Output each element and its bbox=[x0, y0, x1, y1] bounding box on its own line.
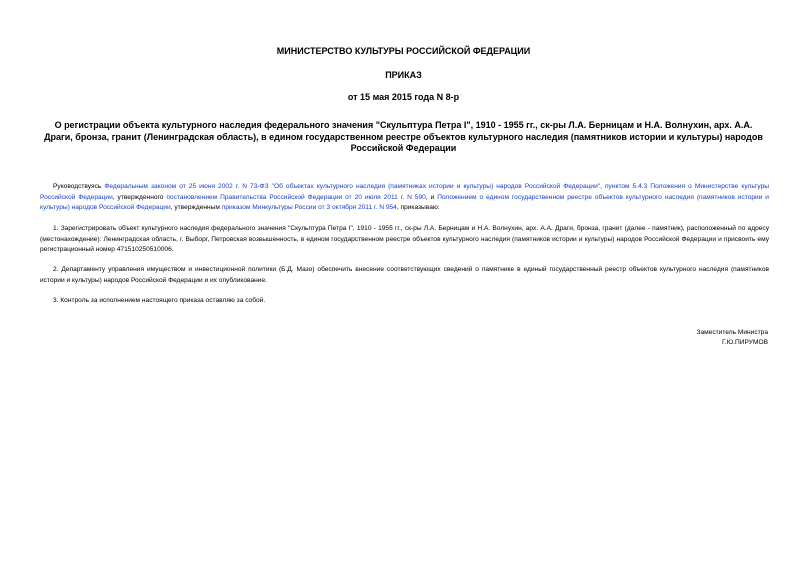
ministry-order-link[interactable]: приказом Минкультуры России от 3 октября 2011 г. N 954 bbox=[221, 204, 397, 211]
intro-text-4: , утвержденным bbox=[170, 204, 222, 211]
federal-law-link[interactable]: Федеральным законом от 25 июня 2002 г. N 73-ФЗ "Об объектах культурного наследия (памятниках истории и культуры) народов Российской Федерации", пунктом 5.4.3 Положения о Министерстве культуры Российской Федерации bbox=[40, 183, 769, 201]
signatory-title: Заместитель Министра bbox=[696, 329, 768, 336]
intro-paragraph bbox=[40, 182, 769, 214]
intro-text-2: , утвержденного bbox=[112, 193, 167, 201]
document-subject: О регистрации объекта культурного наследия федерального значения "Скульптура Петра I", 1910 - 1955 гг., ск-ры Л.А. Берницам и Н.А. Волнухин, арх. А.А. Драги, бронза, гранит (Ленинградская область), в едином государственном реестре объектов культурного наследия (памятников истории и культуры) народов Российской Федерации bbox=[44, 120, 763, 153]
order-item-2: 2. Департаменту управления имуществом и инвестиционной политики (Б.Д. Мазо) обеспечить внесение соответствующих сведений о памятнике в единый государственный реестр объектов культурного наследия (памятников истории и культуры) народов Российской Федерации и их опубликование. bbox=[40, 266, 769, 284]
date-number-heading: от 15 мая 2015 года N 8-р bbox=[347, 92, 460, 102]
order-item-3: 3. Контроль за исполнением настоящего приказа оставляю за собой. bbox=[53, 297, 266, 304]
ministry-heading: МИНИСТЕРСТВО КУЛЬТУРЫ РОССИЙСКОЙ ФЕДЕРАЦИИ bbox=[276, 46, 531, 56]
intro-text-1: Руководствуясь bbox=[53, 183, 105, 190]
signatory-name: Г.Ю.ПИРУМОВ bbox=[721, 339, 768, 346]
registry-regulation-link[interactable]: Положением о едином государственном реестре объектов культурного наследия (памятников истории и культуры) народов Российской Федерации bbox=[40, 193, 769, 211]
document-type-heading: ПРИКАЗ bbox=[385, 70, 422, 80]
order-item-1: 1. Зарегистрировать объект культурного наследия федерального значения "Скульптура Петра I", 1910 - 1955 гг., ск-ры Л.А. Берницам и Н.А. Волнухин, арх. А.А. Драги, бронза, гранит (далее - памятник), расположенный по адресу (местонахождение): Ленинградская область, г. Выборг, Петровская возвышенность, в едином государственном реестре объектов культурного наследия (памятников истории и культуры) народов Российской Федерации и присвоить ему регистрационный номер 471510250510006. bbox=[40, 225, 769, 253]
intro-text-3: , и bbox=[425, 193, 438, 201]
government-decree-link[interactable]: постановлением Правительства Российской Федерации от 20 июля 2011 г. N 590 bbox=[166, 193, 426, 201]
intro-text-5: , приказываю: bbox=[396, 204, 440, 211]
